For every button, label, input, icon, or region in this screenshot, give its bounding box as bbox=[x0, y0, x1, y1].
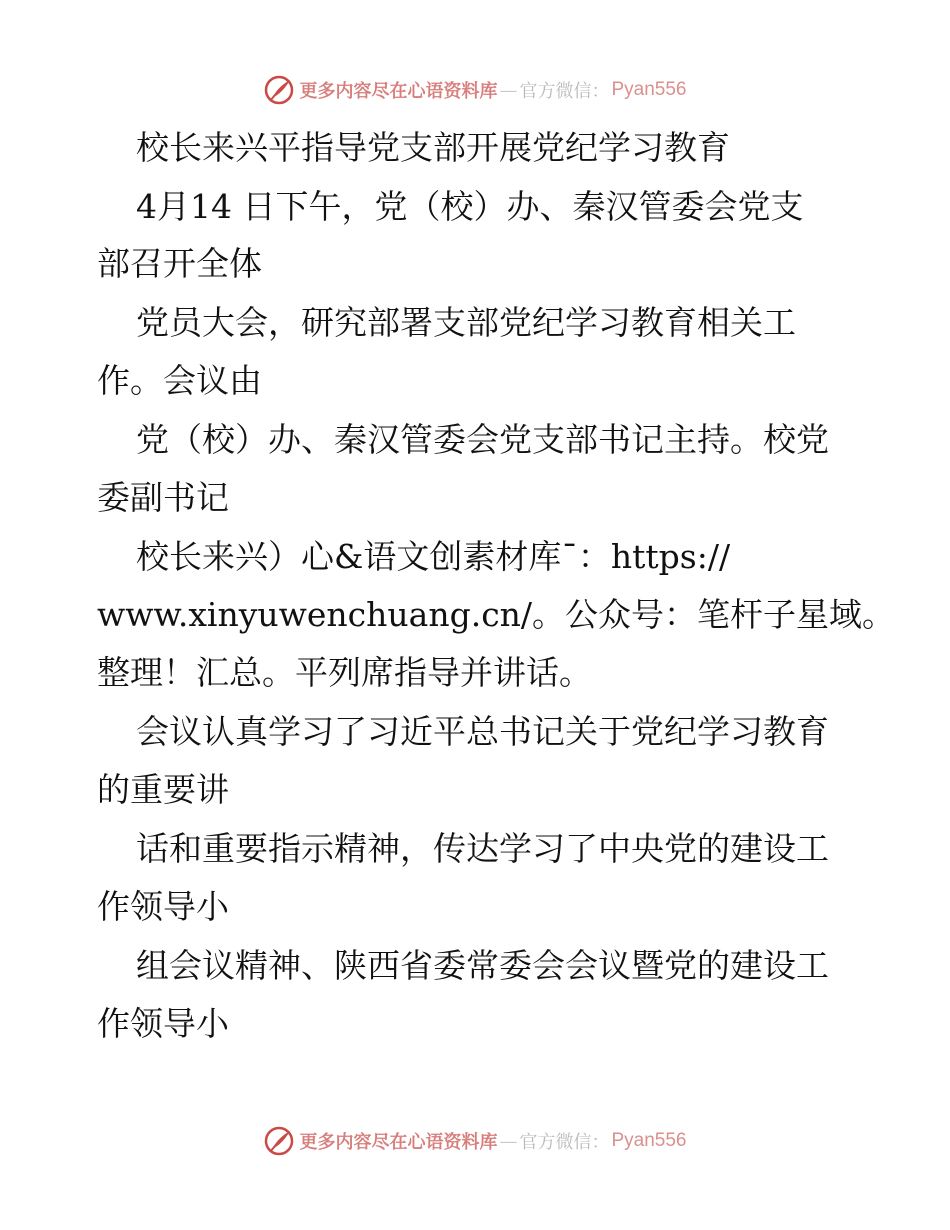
article-line: 会议认真学习了习近平总书记关于党纪学习教育 bbox=[136, 712, 829, 751]
footer-banner-text: 更多内容尽在心语资料库 bbox=[299, 1132, 498, 1153]
article-line: www.xinyuwenchuang.cn/。公众号：笔杆子星域。 bbox=[97, 595, 896, 634]
article-line: 组会议精神、陕西省委常委会会议暨党的建设工 bbox=[136, 946, 829, 985]
footer-banner-separator: — bbox=[499, 1130, 518, 1152]
article-line: 党（校）办、秦汉管委会党支部书记主持。校党 bbox=[136, 420, 829, 459]
article-line: 话和重要指示精神，传达学习了中央党的建设工 bbox=[136, 829, 829, 868]
header-banner-separator: — bbox=[499, 79, 518, 101]
article-line: 党员大会，研究部署支部党纪学习教育相关工 bbox=[136, 303, 796, 342]
header-banner-text: 更多内容尽在心语资料库 bbox=[299, 81, 498, 102]
article-line: 作领导小 bbox=[97, 887, 229, 926]
article-line: 校长来兴）心&语文创素材库¯：https:// bbox=[136, 537, 731, 576]
quill-logo-icon bbox=[263, 74, 295, 106]
footer-wechat-label: 官方微信： bbox=[519, 1132, 610, 1153]
quill-logo-icon bbox=[263, 1125, 295, 1157]
article-line: 的重要讲 bbox=[97, 770, 229, 809]
article-line: 4月14 日下午，党（校）办、秦汉管委会党支 bbox=[136, 187, 804, 226]
article-line: 整理！汇总。平列席指导并讲话。 bbox=[97, 653, 592, 692]
article-line: 部召开全体 bbox=[97, 244, 262, 283]
footer-banner bbox=[0, 1121, 950, 1161]
header-wechat-label: 官方微信： bbox=[519, 81, 610, 102]
article-title: 校长来兴平指导党支部开展党纪学习教育 bbox=[136, 128, 730, 167]
footer-wechat-id: Pyan556 bbox=[611, 1130, 687, 1151]
article-line: 作领导小 bbox=[97, 1004, 229, 1043]
article-line: 委副书记 bbox=[97, 478, 229, 517]
header-wechat-id: Pyan556 bbox=[611, 79, 687, 100]
header-banner bbox=[0, 70, 950, 110]
article-line: 作。会议由 bbox=[97, 361, 262, 400]
